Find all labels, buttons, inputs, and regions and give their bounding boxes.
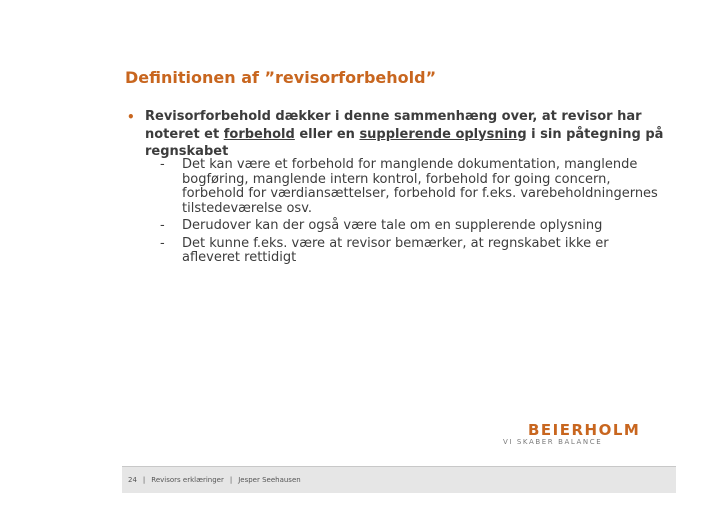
author-name: Jesper Seehausen [238,476,301,484]
main-bullet [127,108,667,161]
dash-icon: - [160,218,165,233]
beierholm-logo [528,421,652,451]
bullet-dot-icon: • [127,110,135,124]
sub-bullet [160,237,660,266]
logo-wordmark: BEIERHOLM [528,421,641,439]
main-bullet-part3: i sin påtegning på regnskabet [145,126,664,159]
slide-title: Definitionen af ”revisorforbehold” [125,68,437,87]
page-number: 24 [128,476,137,484]
sub-bullet-text: Derudover kan der også være tale om en supplerende oplysning [182,218,603,233]
forbehold-link[interactable]: forbehold [223,126,295,142]
footer [128,476,301,484]
main-bullet-part1: Revisorforbehold dækker i denne sammenhæng over, at revisor har noteret et [145,109,642,142]
sub-bullet-list [160,158,660,269]
footer-separator: | [229,476,233,484]
main-bullet-text [145,108,667,161]
presentation-title: Revisors erklæringer [151,476,224,484]
sub-bullet [160,158,660,216]
supplerende-oplysning-link[interactable]: supplerende oplysning [359,126,527,142]
logo-tagline: VI SKABER BALANCE [503,438,603,446]
sub-bullet-text: Det kunne f.eks. være at revisor bemærker, at regnskabet ikke er afleveret rettidigt [182,235,609,265]
footer-separator: | [142,476,146,484]
dash-icon: - [160,157,165,172]
sub-bullet-text: Det kan være et forbehold for manglende dokumentation, manglende bogføring, manglende intern kontrol, forbehold for going concern, forbehold for værdiansættelser, forbehold for f.eks. varebeholdningernes tilstedeværelse osv. [182,157,658,216]
main-bullet-part2: eller en [294,126,360,142]
dash-icon: - [160,235,165,251]
sub-bullet [160,219,660,234]
